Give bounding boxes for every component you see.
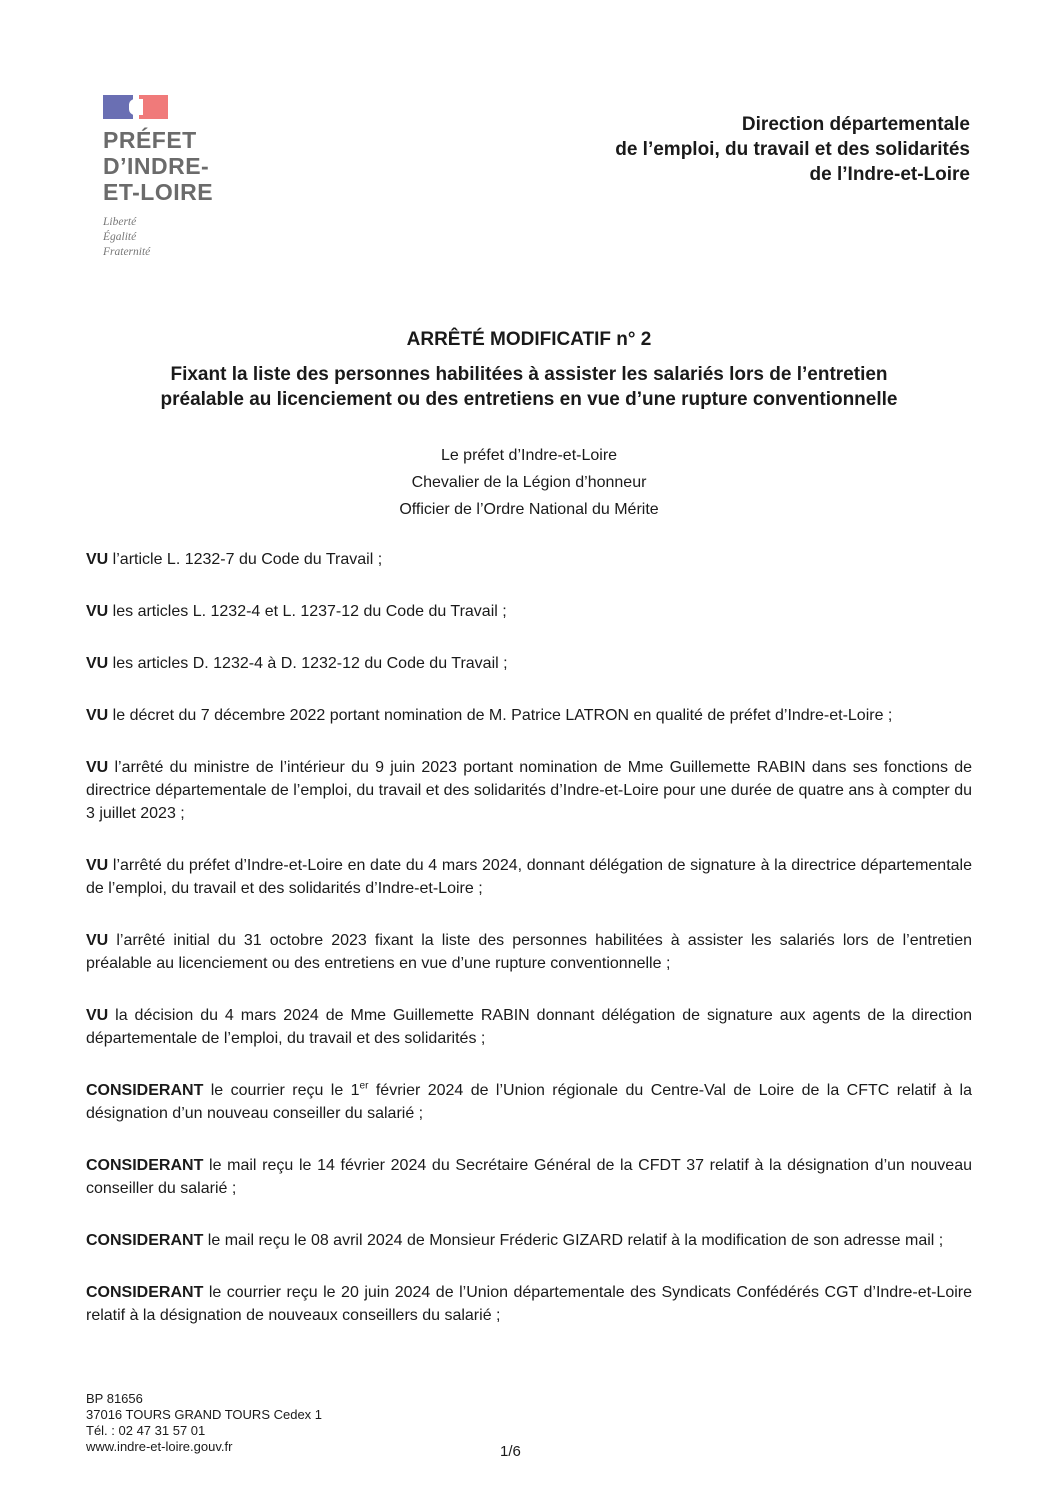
logo-name-line: D’INDRE- [103,153,210,179]
logo-name-line: PRÉFET [103,127,197,153]
direction-header [615,112,970,187]
paragraph-lead: VU [86,551,109,568]
prefecture-logo [103,95,243,260]
paragraph-text: le décret du 7 décembre 2022 portant nomination de M. Patrice LATRON en qualité de préfet d’Indre-et-Loire ; [108,707,893,724]
arrete-subtitle [86,362,972,412]
vu-paragraph [86,704,972,727]
prefet-block [86,442,972,523]
paragraph-lead: CONSIDERANT [86,1157,204,1174]
considerant-paragraph [86,1281,972,1327]
vu-paragraph [86,1004,972,1050]
logo-motto-line: Fraternité [103,246,151,258]
footer-address [86,1391,322,1455]
vu-paragraph [86,929,972,975]
paragraph-text: l’article L. 1232-7 du Code du Travail ; [108,551,383,568]
paragraph-text: l’arrêté initial du 31 octobre 2023 fixant la liste des personnes habilitées à assister les salariés lors de l’entretien préalable au licenciement ou des entretiens en vue d’une rupture conventionnelle ; [86,932,972,972]
footer-line: 37016 TOURS GRAND TOURS Cedex 1 [86,1407,323,1422]
paragraph-lead: CONSIDERANT [86,1082,204,1099]
vu-paragraph [86,652,972,675]
footer-website-link[interactable]: www.indre-et-loire.gouv.fr [86,1439,233,1454]
page-number: 1/6 [500,1443,521,1460]
paragraph-text: le courrier reçu le 20 juin 2024 de l’Union départementale des Syndicats Confédérés CGT d’Indre-et-Loire relatif à la désignation de nouveaux conseillers du salarié ; [86,1284,972,1324]
logo-motto [103,215,243,260]
paragraph-lead: VU [86,603,109,620]
vu-paragraph [86,854,972,900]
vu-paragraph [86,756,972,825]
arrete-subtitle-line: Fixant la liste des personnes habilitées à assister les salariés lors de l’entretien [170,364,888,385]
vu-paragraph [86,548,972,571]
paragraph-lead: VU [86,857,109,874]
paragraph-text: février 2024 de l’Union régionale du Centre-Val de Loire de la CFTC relatif à la désignation d’un nouveau conseiller du salarié ; [86,1082,972,1122]
document-body [86,548,972,1356]
considerant-paragraph [86,1229,972,1252]
considerant-paragraph [86,1079,972,1125]
marianne-flag-icon [103,95,168,119]
paragraph-lead: CONSIDERANT [86,1232,204,1249]
paragraph-text: les articles L. 1232-4 et L. 1237-12 du Code du Travail ; [108,603,507,620]
paragraph-text: le mail reçu le 08 avril 2024 de Monsieur Fréderic GIZARD relatif à la modification de son adresse mail ; [203,1232,944,1249]
considerant-paragraph [86,1154,972,1200]
direction-line: de l’Indre-et-Loire [809,164,970,185]
arrete-title: ARRÊTÉ MODIFICATIF n° 2 [406,329,652,350]
prefet-line: Officier de l’Ordre National du Mérite [399,501,659,518]
prefet-line: Chevalier de la Légion d’honneur [411,474,647,491]
vu-paragraph [86,600,972,623]
logo-name [103,127,243,205]
footer-line: BP 81656 [86,1391,143,1406]
paragraph-lead: VU [86,759,109,776]
logo-name-line: ET-LOIRE [103,179,214,205]
direction-line: de l’emploi, du travail et des solidarités [615,139,970,160]
paragraph-text: l’arrêté du préfet d’Indre-et-Loire en date du 4 mars 2024, donnant délégation de signature à la directrice départementale de l’emploi, du travail et des solidarités d’Indre-et-Loire ; [86,857,972,897]
footer-line: Tél. : 02 47 31 57 01 [86,1423,206,1438]
paragraph-lead: CONSIDERANT [86,1284,204,1301]
paragraph-text: le mail reçu le 14 février 2024 du Secrétaire Général de la CFDT 37 relatif à la désignation d’un nouveau conseiller du salarié ; [86,1157,972,1197]
paragraph-text: les articles D. 1232-4 à D. 1232-12 du Code du Travail ; [108,655,508,672]
paragraph-lead: VU [86,932,109,949]
paragraph-text: l’arrêté du ministre de l’intérieur du 9 juin 2023 portant nomination de Mme Guillemette RABIN dans ses fonctions de directrice départementale de l’emploi, du travail et des solidarités d’Indre-et-Loire pour une durée de quatre ans à compter du 3 juillet 2023 ; [86,759,972,822]
ordinal-superscript: er [359,1080,369,1092]
title-block [86,328,972,412]
paragraph-text: la décision du 4 mars 2024 de Mme Guillemette RABIN donnant délégation de signature aux agents de la direction départementale de l’emploi, du travail et des solidarités ; [86,1007,972,1047]
prefet-line: Le préfet d’Indre-et-Loire [440,447,618,464]
logo-motto-line: Liberté [103,216,137,228]
paragraph-lead: VU [86,1007,109,1024]
logo-motto-line: Égalité [103,231,137,243]
arrete-subtitle-line: préalable au licenciement ou des entretiens en vue d’une rupture conventionnelle [160,389,898,410]
paragraph-text: le courrier reçu le 1 [203,1082,360,1099]
paragraph-lead: VU [86,655,109,672]
paragraph-lead: VU [86,707,109,724]
direction-line: Direction départementale [741,114,970,135]
